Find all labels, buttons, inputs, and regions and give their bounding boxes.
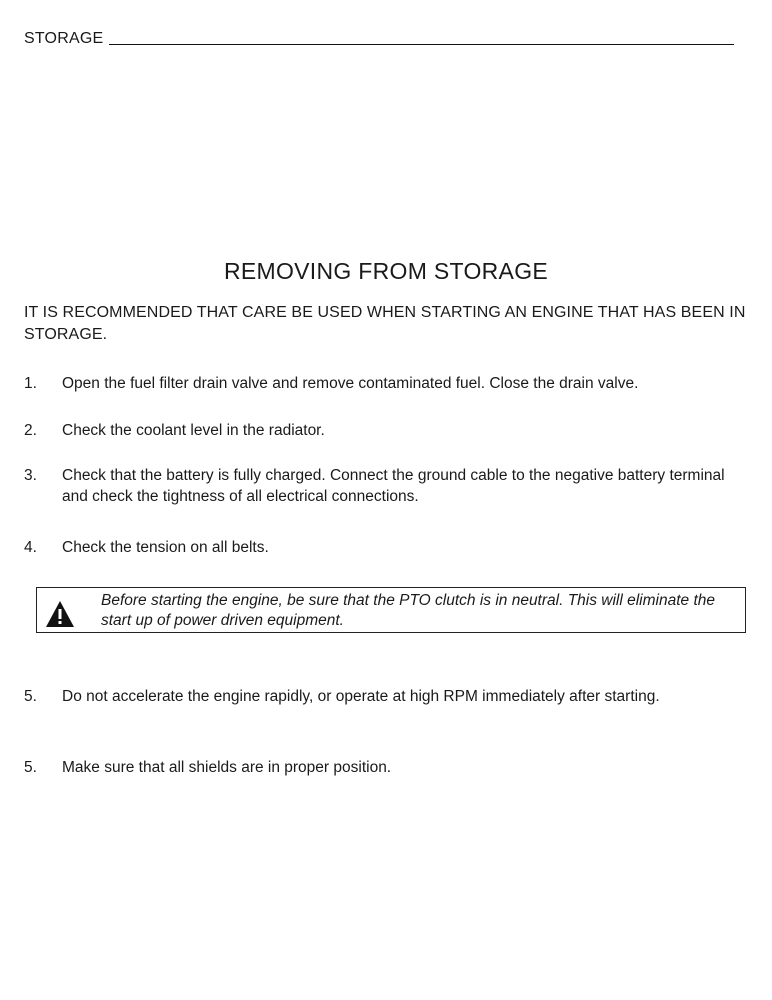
list-item xyxy=(24,420,752,441)
step-number: 2. xyxy=(24,422,37,439)
step-text: Do not accelerate the engine rapidly, or operate at high RPM immediately after starting. xyxy=(62,688,660,705)
step-number: 3. xyxy=(24,467,37,484)
step-text: Check the tension on all belts. xyxy=(62,539,269,556)
step-text: Make sure that all shields are in proper position. xyxy=(62,759,392,776)
header-rule xyxy=(109,44,734,45)
step-text: Open the fuel filter drain valve and remove contaminated fuel. Close the drain valve. xyxy=(62,375,639,392)
intro-text: IT IS RECOMMENDED THAT CARE BE USED WHEN STARTING AN ENGINE THAT HAS BEEN IN STORAGE. xyxy=(24,304,746,343)
step-number: 1. xyxy=(24,375,37,392)
section-label: STORAGE xyxy=(24,30,104,47)
step-number: 5. xyxy=(24,688,37,705)
step-number: 5. xyxy=(24,759,37,776)
section-header xyxy=(24,30,734,48)
list-item xyxy=(24,465,752,507)
list-item xyxy=(24,686,752,707)
warning-triangle-icon xyxy=(45,600,75,628)
step-text: Check the coolant level in the radiator. xyxy=(62,422,325,439)
step-text: Check that the battery is fully charged. Connect the ground cable to the negative battery terminal and check the tightness of all electrical connections. xyxy=(62,467,725,505)
list-item xyxy=(24,757,752,778)
list-item xyxy=(24,537,752,558)
step-number: 4. xyxy=(24,539,37,556)
warning-text: Before starting the engine, be sure that the PTO clutch is in neutral. This will eliminate the start up of power driven equipment. xyxy=(101,592,716,629)
page-title: REMOVING FROM STORAGE xyxy=(223,258,549,284)
list-item xyxy=(24,373,752,394)
warning-box xyxy=(36,587,746,633)
